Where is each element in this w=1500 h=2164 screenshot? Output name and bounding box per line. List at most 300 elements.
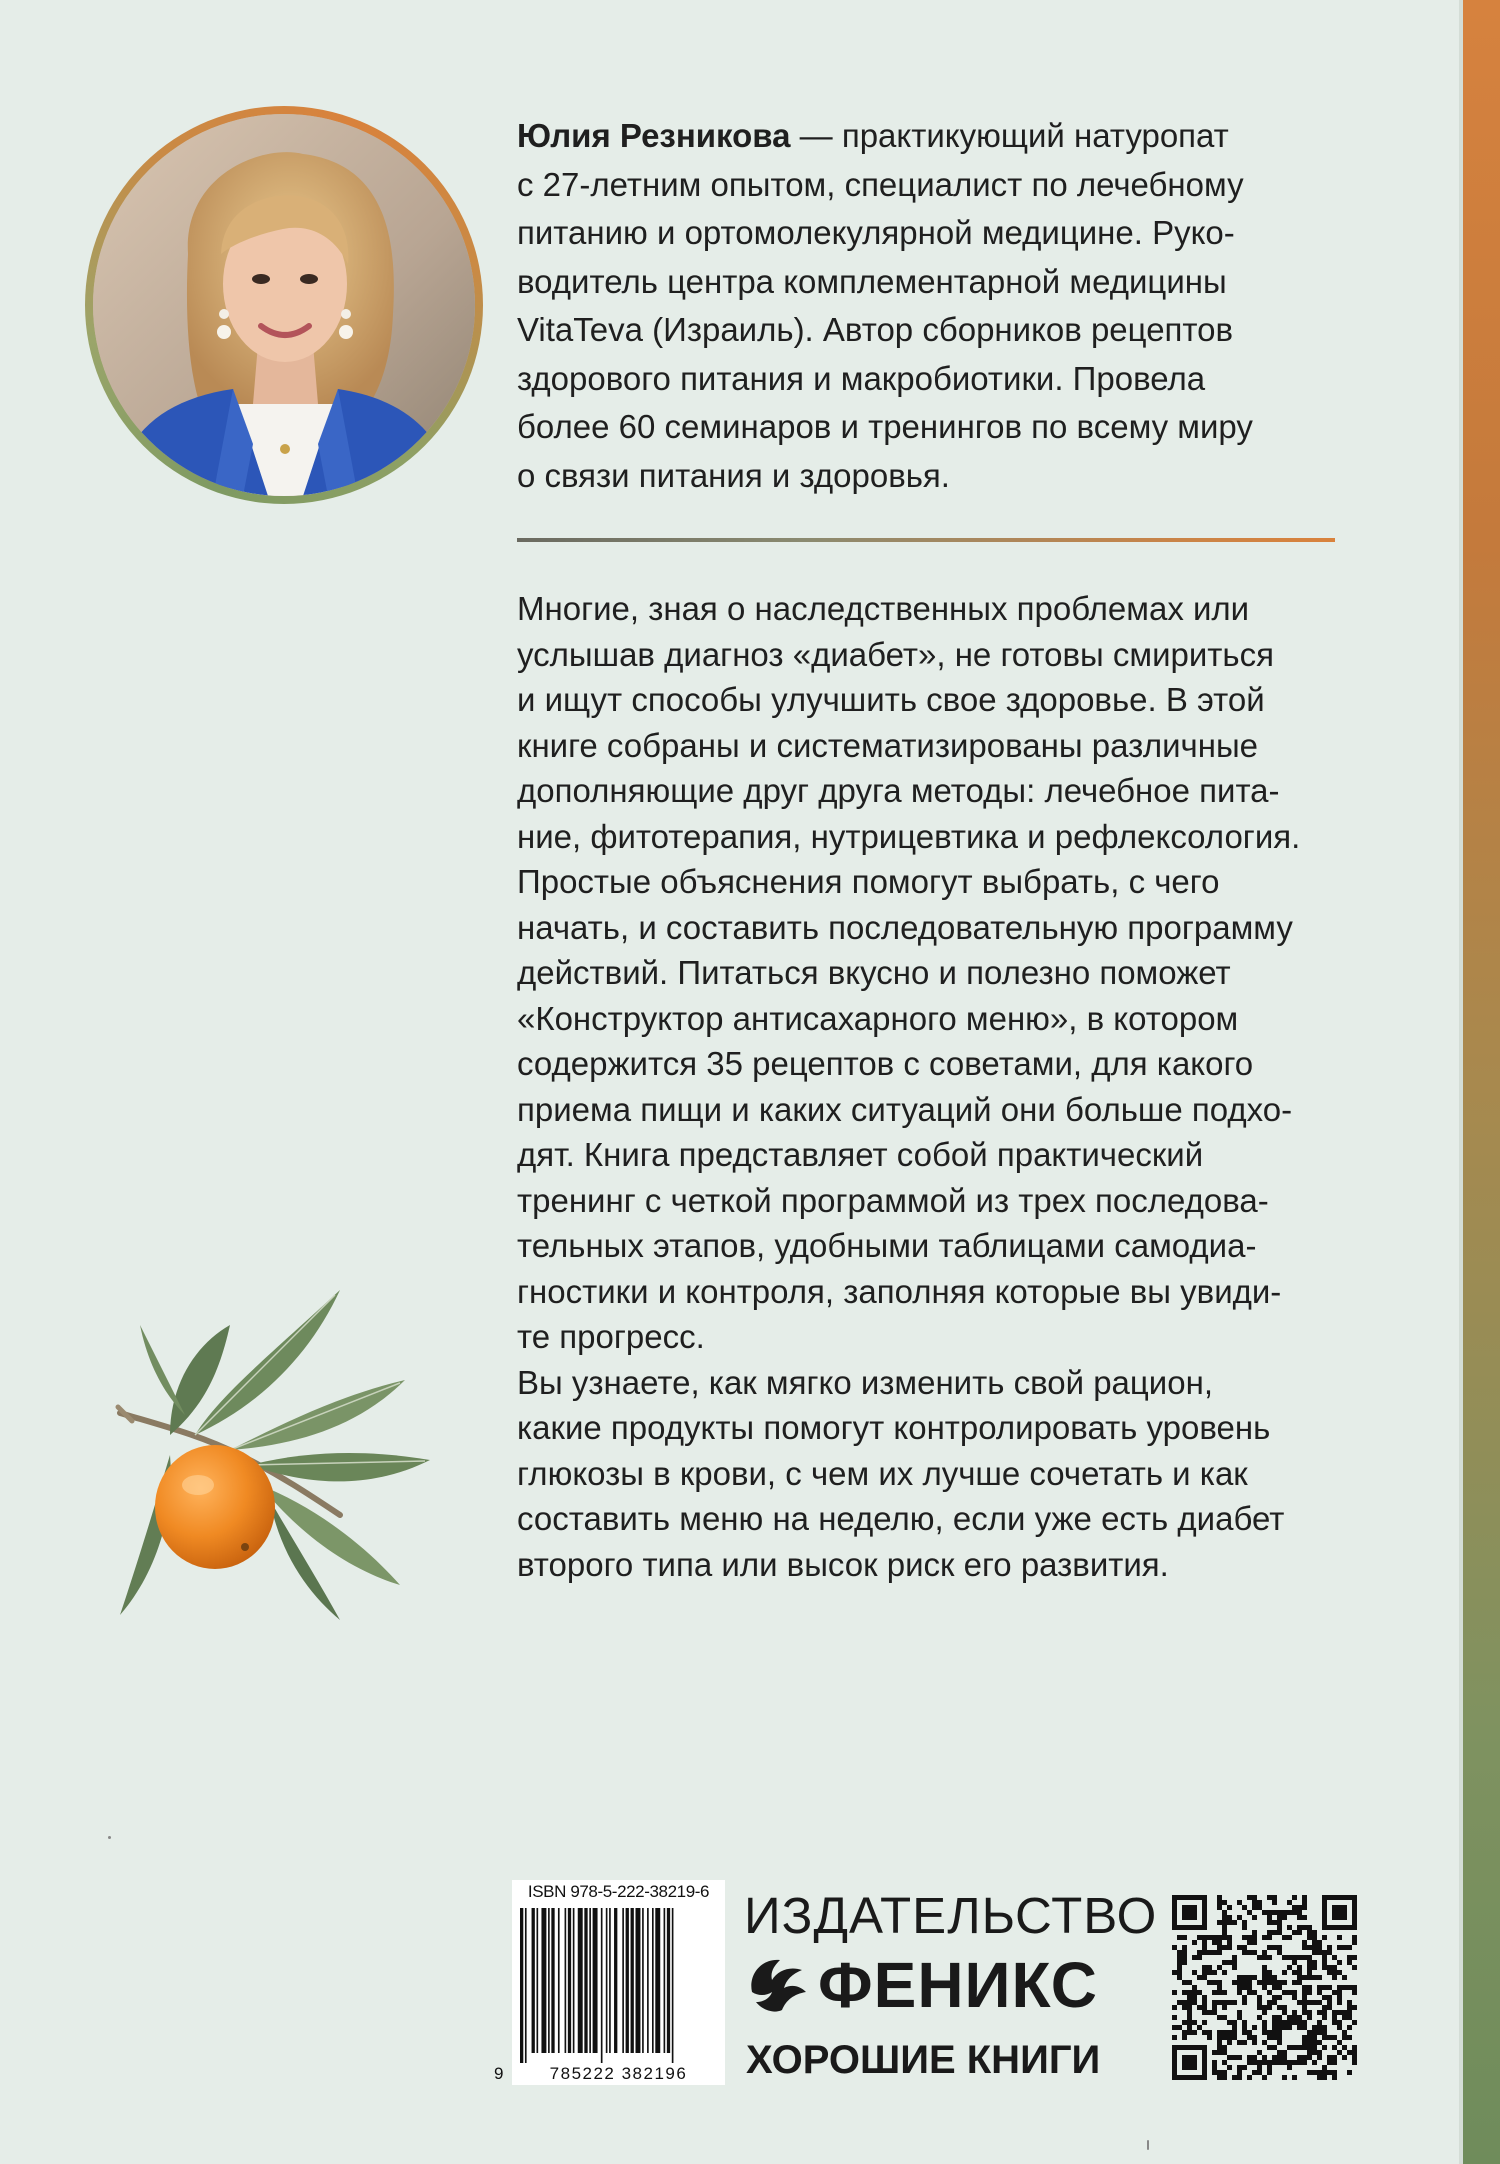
section-divider — [517, 538, 1335, 542]
qr-module — [1187, 1995, 1192, 2000]
qr-module — [1252, 2035, 1257, 2040]
qr-module — [1347, 2050, 1352, 2055]
qr-module — [1332, 2060, 1337, 2065]
qr-module — [1322, 1985, 1327, 1990]
qr-module — [1187, 2030, 1192, 2035]
qr-module — [1222, 2035, 1227, 2040]
qr-module — [1207, 1935, 1212, 1940]
qr-module — [1352, 2020, 1357, 2025]
qr-module — [1282, 2020, 1287, 2025]
qr-module — [1312, 2035, 1317, 2040]
qr-module — [1332, 2055, 1337, 2060]
qr-module — [1317, 2000, 1322, 2005]
qr-module — [1217, 1895, 1222, 1900]
qr-module — [1297, 2000, 1302, 2005]
qr-module — [1172, 2015, 1177, 2020]
description-line: содержится 35 рецептов с советами, для какого — [517, 1045, 1254, 1082]
description-line: дят. Книга представляет собой практический — [517, 1136, 1204, 1173]
author-bio — [517, 112, 1347, 500]
qr-module — [1347, 2000, 1352, 2005]
qr-module — [1337, 2010, 1342, 2015]
qr-module — [1227, 2040, 1232, 2045]
bio-line: с 27-летним опытом, специалист по лечебному — [517, 165, 1244, 203]
description-line: и ищут способы улучшить свое здоровье. В этой — [517, 681, 1265, 718]
qr-module — [1177, 1935, 1182, 1940]
sea-buckthorn-branch-illustration — [110, 1285, 460, 1655]
qr-module — [1297, 1970, 1302, 1975]
qr-module — [1282, 1990, 1287, 1995]
barcode-bar — [578, 1908, 583, 2053]
qr-module — [1222, 1920, 1227, 1925]
qr-module — [1257, 2015, 1262, 2020]
barcode-bar — [655, 1908, 660, 2053]
qr-module — [1312, 1950, 1317, 1955]
qr-module — [1297, 2025, 1302, 2030]
qr-module — [1302, 1990, 1307, 1995]
qr-module — [1327, 1965, 1332, 1970]
qr-module — [1297, 1975, 1302, 1980]
qr-module — [1282, 1915, 1287, 1920]
qr-module — [1267, 1990, 1272, 1995]
qr-module — [1242, 2025, 1247, 2030]
qr-module — [1192, 2030, 1197, 2035]
qr-module — [1222, 2015, 1227, 2020]
qr-module — [1262, 2020, 1267, 2025]
qr-module — [1277, 1945, 1282, 1950]
qr-module — [1277, 1980, 1282, 1985]
qr-module — [1252, 2040, 1257, 2045]
qr-module — [1352, 1985, 1357, 1990]
qr-module — [1267, 1910, 1272, 1915]
qr-module — [1217, 2000, 1222, 2005]
qr-module — [1352, 2055, 1357, 2060]
barcode-bar — [541, 1908, 546, 2053]
qr-module — [1182, 2020, 1187, 2025]
qr-module — [1337, 1985, 1342, 1990]
qr-module — [1187, 1980, 1192, 1985]
qr-module — [1212, 2060, 1217, 2065]
qr-module — [1207, 2010, 1212, 2015]
qr-module — [1247, 1980, 1252, 1985]
qr-module — [1222, 1945, 1227, 1950]
description-line: Вы узнаете, как мягко изменить свой рацион, — [517, 1363, 1213, 1401]
qr-module — [1337, 1970, 1342, 1975]
qr-module — [1242, 1950, 1247, 1955]
qr-module — [1307, 1930, 1312, 1935]
qr-module — [1332, 2010, 1337, 2015]
book-spine — [1463, 0, 1500, 2164]
qr-module — [1252, 2025, 1257, 2030]
qr-module — [1302, 1940, 1307, 1945]
publisher-name: ФЕНИКС — [818, 1949, 1098, 2021]
barcode-bar — [626, 1908, 629, 2053]
qr-module — [1227, 1920, 1232, 1925]
qr-module — [1242, 2020, 1247, 2025]
qr-module — [1267, 1945, 1272, 1950]
qr-module — [1182, 1905, 1197, 1920]
qr-module — [1337, 2040, 1342, 2045]
qr-module — [1292, 2060, 1297, 2065]
qr-module — [1302, 1925, 1307, 1930]
qr-module — [1217, 2075, 1222, 2080]
qr-module — [1307, 1955, 1312, 1960]
qr-module — [1272, 1930, 1277, 1935]
qr-module — [1262, 1985, 1267, 1990]
qr-module — [1307, 1945, 1312, 1950]
qr-module — [1187, 2005, 1192, 2010]
qr-module — [1307, 1935, 1312, 1940]
qr-module — [1302, 2010, 1307, 2015]
qr-module — [1262, 1950, 1267, 1955]
qr-module — [1222, 2060, 1227, 2065]
qr-module — [1322, 2045, 1327, 2050]
qr-module — [1272, 1945, 1277, 1950]
qr-module — [1322, 2005, 1327, 2010]
qr-module — [1317, 1990, 1322, 1995]
qr-module — [1247, 1990, 1252, 1995]
qr-module — [1197, 1975, 1202, 1980]
qr-module — [1177, 1975, 1182, 1980]
qr-module — [1277, 2035, 1282, 2040]
qr-module — [1212, 1990, 1217, 1995]
qr-module — [1327, 2000, 1332, 2005]
qr-module — [1182, 1980, 1187, 1985]
qr-module — [1347, 2015, 1352, 2020]
author-portrait-frame — [85, 106, 483, 504]
barcode-bar — [672, 1908, 674, 2063]
qr-module — [1337, 1995, 1342, 2000]
qr-module — [1312, 2040, 1317, 2045]
qr-module — [1267, 2060, 1272, 2065]
qr-module — [1317, 1950, 1322, 1955]
publisher-logo — [744, 1950, 1098, 2020]
qr-module — [1282, 1980, 1287, 1985]
qr-module — [1287, 1935, 1292, 1940]
barcode-bar — [573, 1908, 575, 2053]
qr-module — [1312, 1945, 1317, 1950]
qr-module — [1207, 2030, 1212, 2035]
qr-module — [1287, 2020, 1292, 2025]
qr-module — [1322, 2025, 1327, 2030]
qr-module — [1267, 1970, 1272, 1975]
qr-module — [1312, 1940, 1317, 1945]
qr-module — [1332, 1990, 1337, 1995]
qr-module — [1237, 1975, 1242, 1980]
description-line: второго типа или высок риск его развития. — [517, 1545, 1169, 1583]
isbn-label: ISBN 978-5-222-38219-6 — [527, 1882, 710, 1901]
qr-module — [1282, 2025, 1287, 2030]
qr-module — [1222, 1925, 1227, 1930]
qr-module — [1267, 2045, 1272, 2050]
qr-module — [1237, 1990, 1242, 1995]
barcode-bars — [520, 1908, 717, 2063]
qr-module — [1182, 2055, 1197, 2070]
qr-module — [1182, 1950, 1187, 1955]
qr-module — [1317, 1975, 1322, 1980]
qr-module — [1182, 1990, 1187, 1995]
qr-module — [1262, 1965, 1267, 1970]
description-line: тренинг с четкой программой из трех последова- — [517, 1181, 1269, 1219]
qr-module — [1237, 2075, 1242, 2080]
qr-module — [1257, 1955, 1262, 1960]
qr-module — [1242, 2040, 1247, 2045]
qr-module — [1302, 2005, 1307, 2010]
qr-module — [1222, 2005, 1227, 2010]
qr-module — [1307, 1985, 1312, 1990]
qr-module — [1267, 1975, 1272, 1980]
qr-module — [1212, 1980, 1217, 1985]
qr-module — [1287, 1925, 1292, 1930]
qr-module — [1292, 1995, 1297, 2000]
qr-module — [1277, 2020, 1282, 2025]
qr-module — [1227, 2020, 1232, 2025]
qr-module — [1257, 2060, 1262, 2065]
qr-module — [1257, 1900, 1262, 1905]
qr-module — [1227, 2030, 1232, 2035]
qr-module — [1227, 2055, 1232, 2060]
qr-module — [1232, 2075, 1237, 2080]
qr-module — [1277, 1925, 1282, 1930]
qr-module — [1252, 1915, 1257, 1920]
description-line: тельных этапов, удобными таблицами самодиа- — [517, 1227, 1257, 1264]
qr-module — [1312, 2025, 1317, 2030]
qr-module — [1177, 2000, 1182, 2005]
qr-module — [1257, 2070, 1262, 2075]
qr-module — [1227, 2035, 1232, 2040]
qr-module — [1327, 1945, 1332, 1950]
qr-module — [1212, 1935, 1217, 1940]
qr-module — [1232, 1965, 1237, 1970]
qr-module — [1202, 1950, 1207, 1955]
qr-module — [1202, 2020, 1207, 2025]
barcode-bar — [631, 1908, 634, 2053]
barcode-bar — [568, 1908, 571, 2053]
qr-module — [1227, 1915, 1232, 1920]
qr-module — [1272, 1980, 1277, 1985]
qr-module — [1217, 1940, 1222, 1945]
qr-module — [1207, 1970, 1212, 1975]
qr-module — [1337, 2050, 1342, 2055]
qr-module — [1282, 2005, 1287, 2010]
barcode-bar — [520, 1908, 523, 2063]
barcode-bar — [548, 1908, 550, 2053]
qr-module — [1177, 1970, 1182, 1975]
qr-module — [1217, 1900, 1222, 1905]
qr-module — [1322, 1960, 1327, 1965]
qr-module — [1307, 2000, 1312, 2005]
description-line: «Конструктор антисахарного меню», в котором — [517, 999, 1239, 1037]
qr-module — [1177, 2025, 1182, 2030]
qr-module — [1327, 1950, 1332, 1955]
qr-module — [1352, 1990, 1357, 1995]
qr-module — [1327, 2035, 1332, 2040]
qr-module — [1312, 1960, 1317, 1965]
qr-module — [1192, 1970, 1197, 1975]
qr-module — [1292, 2015, 1297, 2020]
qr-module — [1182, 1960, 1187, 1965]
barcode — [512, 1880, 725, 2085]
qr-module — [1282, 2075, 1287, 2080]
qr-module — [1297, 1980, 1302, 1985]
qr-module — [1302, 2035, 1307, 2040]
qr-module — [1302, 2040, 1307, 2045]
qr-module — [1222, 1970, 1227, 1975]
qr-module — [1322, 1965, 1327, 1970]
qr-module — [1312, 2060, 1317, 2065]
publisher-line1: ИЗДАТЕЛЬСТВО — [744, 1887, 1158, 1944]
qr-module — [1307, 2035, 1312, 2040]
qr-module — [1272, 1995, 1277, 2000]
barcode-bar — [537, 1908, 539, 2053]
barcode-bar — [667, 1908, 670, 2053]
qr-module — [1352, 2060, 1357, 2065]
qr-module — [1257, 1905, 1262, 1910]
qr-module — [1302, 1900, 1307, 1905]
qr-module — [1262, 1980, 1267, 1985]
qr-module — [1272, 1985, 1277, 1990]
qr-module — [1182, 2035, 1187, 2040]
qr-module — [1227, 1940, 1232, 1945]
qr-module — [1212, 2065, 1217, 2070]
qr-module — [1347, 2005, 1352, 2010]
qr-module — [1252, 2060, 1257, 2065]
qr-module — [1352, 2005, 1357, 2010]
qr-module — [1262, 1935, 1267, 1940]
qr-module — [1192, 1990, 1197, 1995]
qr-module — [1337, 1935, 1342, 1940]
qr-module — [1232, 2025, 1237, 2030]
qr-module — [1347, 2025, 1352, 2030]
qr-module — [1327, 2055, 1332, 2060]
qr-module — [1312, 2000, 1317, 2005]
qr-module — [1217, 2070, 1222, 2075]
qr-module — [1302, 2025, 1307, 2030]
qr-module — [1232, 2000, 1237, 2005]
qr-module — [1292, 1960, 1297, 1965]
qr-module — [1277, 2050, 1282, 2055]
qr-module — [1237, 2010, 1242, 2015]
qr-module — [1352, 1940, 1357, 1945]
qr-module — [1302, 2000, 1307, 2005]
qr-module — [1237, 1980, 1242, 1985]
qr-module — [1327, 2060, 1332, 2065]
qr-module — [1277, 1920, 1282, 1925]
qr-module — [1312, 1935, 1317, 1940]
qr-module — [1252, 1990, 1257, 1995]
qr-module — [1292, 1970, 1297, 1975]
qr-module — [1222, 2050, 1227, 2055]
qr-module — [1307, 1925, 1312, 1930]
qr-module — [1202, 2005, 1207, 2010]
qr-module — [1217, 1935, 1222, 1940]
author-name: Юлия Резникова — [517, 117, 791, 154]
qr-module — [1252, 1940, 1257, 1945]
qr-module — [1287, 2065, 1292, 2070]
qr-module — [1297, 1965, 1302, 1970]
qr-module — [1247, 1940, 1252, 1945]
qr-module — [1267, 1895, 1272, 1900]
qr-module — [1322, 2035, 1327, 2040]
qr-module — [1222, 1900, 1227, 1905]
qr-module — [1277, 2060, 1282, 2065]
qr-module — [1282, 2010, 1287, 2015]
qr-module — [1177, 1960, 1182, 1965]
qr-module — [1252, 1930, 1257, 1935]
barcode-bar — [647, 1908, 649, 2053]
qr-module — [1272, 2015, 1277, 2020]
qr-module — [1332, 2075, 1337, 2080]
qr-module — [1322, 2015, 1327, 2020]
qr-module — [1262, 2075, 1267, 2080]
author-portrait — [93, 114, 475, 496]
qr-module — [1232, 1960, 1237, 1965]
description-line: приема пищи и каких ситуаций они больше подхо- — [517, 1090, 1293, 1128]
qr-module — [1282, 2050, 1287, 2055]
qr-module — [1292, 1990, 1297, 1995]
print-mark — [1147, 2140, 1149, 2150]
qr-module — [1302, 2045, 1307, 2050]
description-line: гностики и контроля, заполняя которые вы увиди- — [517, 1272, 1282, 1310]
qr-module — [1237, 1985, 1242, 1990]
qr-module — [1227, 2000, 1232, 2005]
qr-module — [1177, 1965, 1182, 1970]
qr-module — [1217, 1980, 1222, 1985]
qr-module — [1337, 1960, 1342, 1965]
barcode-bar — [525, 1908, 527, 2063]
qr-module — [1337, 2025, 1342, 2030]
qr-module — [1252, 2070, 1257, 2075]
qr-module — [1267, 1955, 1272, 1960]
qr-module — [1302, 1995, 1307, 2000]
qr-module — [1287, 2025, 1292, 2030]
qr-module — [1352, 1965, 1357, 1970]
qr-module — [1202, 2030, 1207, 2035]
qr-module — [1337, 1945, 1342, 1950]
qr-module — [1347, 1945, 1352, 1950]
barcode-bar — [584, 1908, 587, 2053]
qr-module — [1252, 1935, 1257, 1940]
qr-module — [1267, 1915, 1272, 1920]
qr-module — [1172, 1970, 1177, 1975]
qr-module — [1267, 2035, 1272, 2040]
qr-module — [1312, 2045, 1317, 2050]
qr-module — [1332, 1975, 1337, 1980]
qr-module — [1302, 1915, 1307, 1920]
qr-module — [1202, 1970, 1207, 1975]
barcode-bar — [589, 1908, 591, 2053]
qr-module — [1262, 1955, 1267, 1960]
qr-module — [1287, 2045, 1292, 2050]
qr-module — [1257, 2000, 1262, 2005]
qr-module — [1317, 1945, 1322, 1950]
qr-module — [1242, 1995, 1247, 2000]
qr-module — [1212, 2005, 1217, 2010]
barcode-bar — [606, 1908, 608, 2053]
qr-module — [1252, 1975, 1257, 1980]
qr-module — [1172, 2035, 1177, 2040]
qr-module — [1217, 1945, 1222, 1950]
qr-module — [1262, 2040, 1267, 2045]
qr-module — [1312, 1965, 1317, 1970]
qr-module — [1217, 1950, 1222, 1955]
qr-module — [1247, 1950, 1252, 1955]
bio-line — [517, 112, 1347, 161]
qr-module — [1317, 2075, 1322, 2080]
qr-module — [1272, 2055, 1277, 2060]
qr-module — [1332, 2045, 1337, 2050]
bio-line: VitaTeva (Израиль). Автор сборников рецептов — [517, 311, 1234, 348]
qr-module — [1312, 2030, 1317, 2035]
